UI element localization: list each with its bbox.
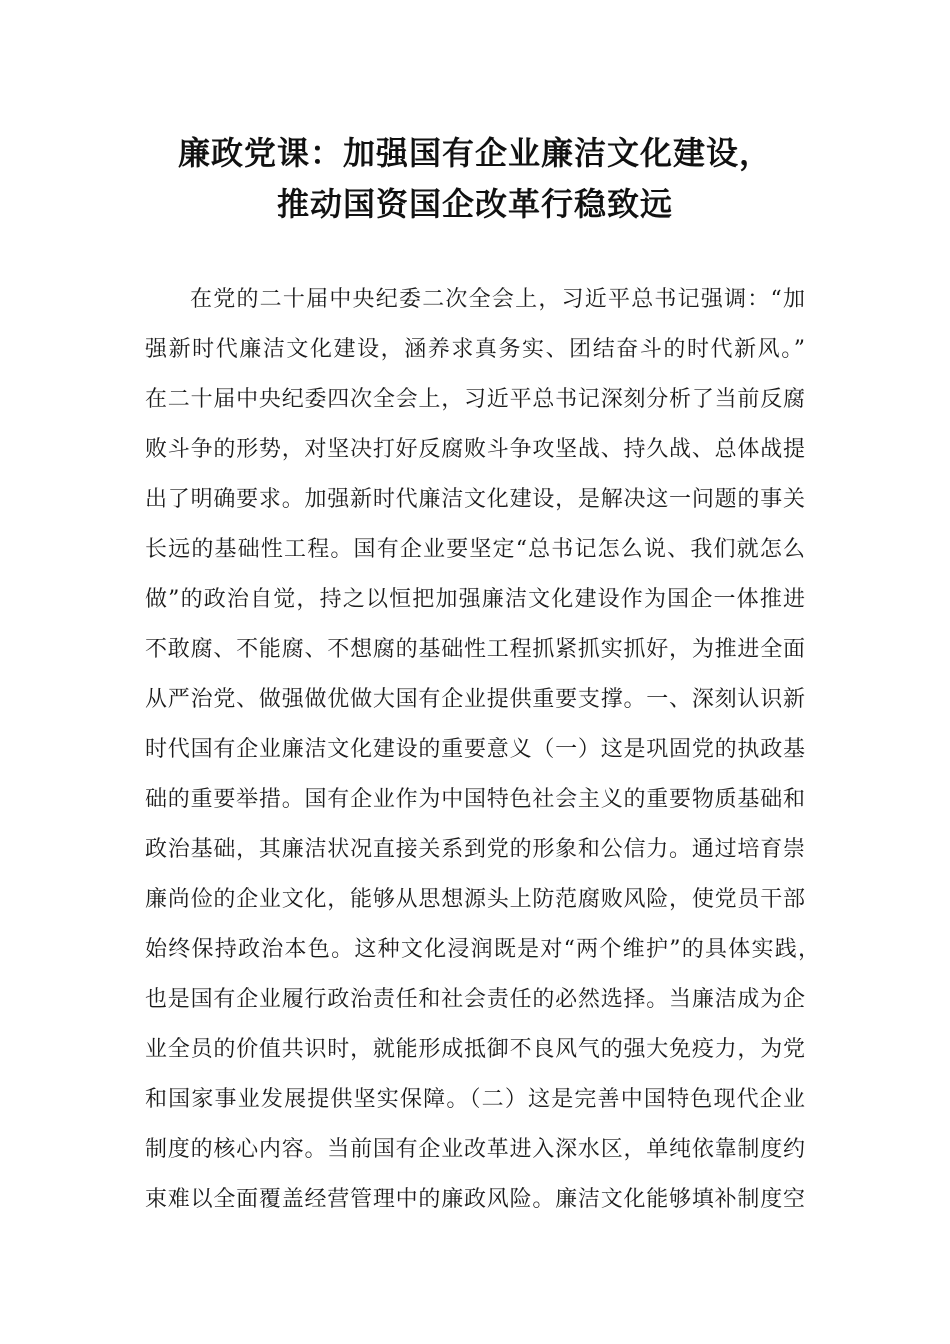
title-line-1: 廉政党课：加强国有企业廉洁文化建设， xyxy=(177,134,772,172)
body-line: 出了明确要求。加强新时代廉洁文化建设，是解决这一问题的事关 xyxy=(145,487,805,512)
title-line-2: 推动国资国企改革行稳致远 xyxy=(276,185,673,223)
document-title xyxy=(0,128,950,230)
body-line: 束难以全面覆盖经营管理中的廉政风险。廉洁文化能够填补制度空 xyxy=(145,1187,805,1212)
body-line: 长远的基础性工程。国有企业要坚定“总书记怎么说、我们就怎么 xyxy=(145,537,805,562)
body-line: 在二十届中央纪委四次全会上，习近平总书记深刻分析了当前反腐 xyxy=(145,387,805,412)
body-line: 做”的政治自觉，持之以恒把加强廉洁文化建设作为国企一体推进 xyxy=(145,587,805,612)
body-line: 时代国有企业廉洁文化建设的重要意义（一）这是巩固党的执政基 xyxy=(145,737,805,762)
body-line: 在党的二十届中央纪委二次全会上，习近平总书记强调：“加 xyxy=(190,287,805,312)
document-body xyxy=(145,275,825,1225)
body-line: 强新时代廉洁文化建设，涵养求真务实、团结奋斗的时代新风。” xyxy=(145,337,805,362)
body-line: 础的重要举措。国有企业作为中国特色社会主义的重要物质基础和 xyxy=(145,787,805,812)
body-line: 败斗争的形势，对坚决打好反腐败斗争攻坚战、持久战、总体战提 xyxy=(145,437,805,462)
body-line: 制度的核心内容。当前国有企业改革进入深水区，单纯依靠制度约 xyxy=(145,1137,805,1162)
body-line: 业全员的价值共识时，就能形成抵御不良风气的强大免疫力，为党 xyxy=(145,1037,805,1062)
body-line: 廉尚俭的企业文化，能够从思想源头上防范腐败风险，使党员干部 xyxy=(145,887,805,912)
body-line: 从严治党、做强做优做大国有企业提供重要支撑。一、深刻认识新 xyxy=(145,687,805,712)
body-line: 和国家事业发展提供坚实保障。（二）这是完善中国特色现代企业 xyxy=(145,1087,805,1112)
body-line: 也是国有企业履行政治责任和社会责任的必然选择。当廉洁成为企 xyxy=(145,987,805,1012)
body-line: 政治基础，其廉洁状况直接关系到党的形象和公信力。通过培育崇 xyxy=(145,837,805,862)
body-line: 始终保持政治本色。这种文化浸润既是对“两个维护”的具体实践， xyxy=(145,937,820,962)
body-line: 不敢腐、不能腐、不想腐的基础性工程抓紧抓实抓好，为推进全面 xyxy=(145,637,805,662)
